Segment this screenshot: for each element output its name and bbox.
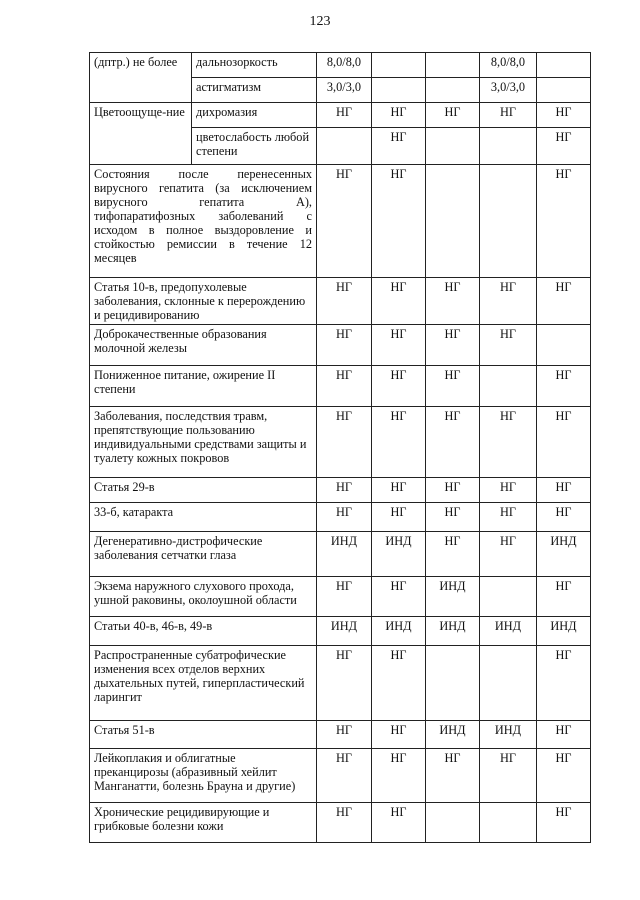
value-cell: НГ (426, 325, 480, 366)
row-label: дальнозоркость (192, 53, 317, 78)
value-cell: НГ (317, 803, 372, 843)
value-cell: НГ (317, 407, 372, 478)
value-cell (426, 128, 480, 165)
value-cell (426, 165, 480, 278)
value-cell: ИНД (317, 617, 372, 646)
value-cell (480, 366, 537, 407)
value-cell: НГ (426, 503, 480, 532)
value-cell: НГ (480, 749, 537, 803)
value-cell: НГ (537, 503, 591, 532)
table-row (90, 165, 591, 278)
value-cell: НГ (372, 503, 426, 532)
table-row (90, 617, 591, 646)
value-cell (426, 803, 480, 843)
value-cell (317, 128, 372, 165)
value-cell: НГ (480, 103, 537, 128)
value-cell: НГ (537, 577, 591, 617)
value-cell: НГ (537, 165, 591, 278)
value-cell (480, 646, 537, 721)
value-cell: НГ (317, 503, 372, 532)
value-cell (426, 78, 480, 103)
value-cell (537, 78, 591, 103)
condition-label: Экзема наружного слухового прохода, ушной раковины, околоушной области (90, 577, 317, 617)
value-cell: НГ (317, 721, 372, 749)
value-cell: НГ (426, 749, 480, 803)
value-cell (480, 577, 537, 617)
value-cell: НГ (317, 646, 372, 721)
condition-label: Дегенеративно-дистрофические заболевания сетчатки глаза (90, 532, 317, 577)
value-cell: НГ (480, 278, 537, 325)
value-cell: НГ (480, 325, 537, 366)
value-cell: НГ (372, 165, 426, 278)
value-cell: НГ (537, 646, 591, 721)
value-cell: НГ (372, 803, 426, 843)
value-cell: НГ (317, 278, 372, 325)
table-row (90, 577, 591, 617)
value-cell: ИНД (480, 617, 537, 646)
value-cell: НГ (537, 278, 591, 325)
value-cell: НГ (537, 749, 591, 803)
row-label: дихромазия (192, 103, 317, 128)
value-cell (537, 53, 591, 78)
value-cell: 3,0/3,0 (317, 78, 372, 103)
value-cell: ИНД (537, 617, 591, 646)
value-cell: НГ (317, 103, 372, 128)
value-cell (480, 803, 537, 843)
value-cell: НГ (426, 366, 480, 407)
value-cell (372, 78, 426, 103)
value-cell: 3,0/3,0 (480, 78, 537, 103)
value-cell (426, 53, 480, 78)
value-cell: НГ (480, 478, 537, 503)
value-cell: НГ (372, 407, 426, 478)
table-row (90, 325, 591, 366)
table-row (90, 803, 591, 843)
value-cell: НГ (372, 366, 426, 407)
value-cell: 8,0/8,0 (480, 53, 537, 78)
table-row (90, 278, 591, 325)
value-cell: 8,0/8,0 (317, 53, 372, 78)
table-row (90, 749, 591, 803)
table-row (90, 478, 591, 503)
value-cell: НГ (317, 165, 372, 278)
value-cell: НГ (372, 278, 426, 325)
value-cell: НГ (480, 532, 537, 577)
row-group-label: Цветоощуще-ние (90, 103, 192, 165)
condition-label: Статьи 40-в, 46-в, 49-в (90, 617, 317, 646)
condition-label: Заболевания, последствия травм, препятствующие пользованию индивидуальными средствами защиты и туалету кожных покровов (90, 407, 317, 478)
medical-criteria-table (89, 52, 591, 843)
value-cell: НГ (537, 407, 591, 478)
table-row (90, 721, 591, 749)
value-cell: НГ (317, 366, 372, 407)
condition-label: Статья 29-в (90, 478, 317, 503)
value-cell (426, 646, 480, 721)
value-cell: ИНД (372, 617, 426, 646)
condition-label: Хронические рецидивирующие и грибковые болезни кожи (90, 803, 317, 843)
value-cell: ИНД (426, 617, 480, 646)
value-cell (372, 53, 426, 78)
value-cell: НГ (317, 478, 372, 503)
value-cell: НГ (480, 407, 537, 478)
value-cell: НГ (537, 366, 591, 407)
condition-label: Статья 10-в, предопухолевые заболевания, склонные к перерождению и рецидивированию (90, 278, 317, 325)
page-number: 123 (309, 14, 331, 29)
value-cell: НГ (372, 325, 426, 366)
table-row (90, 366, 591, 407)
table-row (90, 103, 591, 128)
value-cell: НГ (372, 721, 426, 749)
table-row (90, 407, 591, 478)
condition-label: Пониженное питание, ожирение II степени (90, 366, 317, 407)
value-cell (537, 325, 591, 366)
value-cell: НГ (426, 478, 480, 503)
value-cell: НГ (372, 577, 426, 617)
condition-label: Лейкоплакия и облигатные преканцирозы (абразивный хейлит Манганатти, болезнь Брауна и другие) (90, 749, 317, 803)
value-cell: НГ (426, 407, 480, 478)
value-cell: НГ (317, 577, 372, 617)
value-cell: НГ (426, 278, 480, 325)
table-row (90, 532, 591, 577)
value-cell: НГ (372, 103, 426, 128)
value-cell: НГ (480, 503, 537, 532)
table-row (90, 53, 591, 78)
value-cell: НГ (426, 103, 480, 128)
value-cell: НГ (372, 646, 426, 721)
condition-label: Состояния после перенесенных вирусного гепатита (за исключением вирусного гепатита А), тифопаратифозных заболеваний с исходом в полное выздоровление и стойкостью ремиссии в течение 12 месяцев (90, 165, 317, 278)
value-cell: НГ (537, 803, 591, 843)
value-cell: НГ (317, 749, 372, 803)
value-cell: НГ (372, 749, 426, 803)
value-cell: НГ (537, 478, 591, 503)
value-cell: ИНД (372, 532, 426, 577)
value-cell: НГ (537, 721, 591, 749)
value-cell: ИНД (426, 721, 480, 749)
row-group-label: (дптр.) не более (90, 53, 192, 103)
table-row (90, 503, 591, 532)
value-cell: ИНД (317, 532, 372, 577)
condition-label: 33-б, катаракта (90, 503, 317, 532)
value-cell (480, 128, 537, 165)
row-label: цветослабость любой степени (192, 128, 317, 165)
condition-label: Статья 51-в (90, 721, 317, 749)
value-cell: НГ (426, 532, 480, 577)
condition-label: Распространенные субатрофические изменения всех отделов верхних дыхательных путей, гиперпластический ларингит (90, 646, 317, 721)
value-cell: ИНД (480, 721, 537, 749)
value-cell: НГ (372, 128, 426, 165)
value-cell (480, 165, 537, 278)
value-cell: НГ (372, 478, 426, 503)
value-cell: НГ (537, 128, 591, 165)
table-row (90, 646, 591, 721)
value-cell: НГ (537, 103, 591, 128)
condition-label: Доброкачественные образования молочной железы (90, 325, 317, 366)
value-cell: ИНД (426, 577, 480, 617)
row-label: астигматизм (192, 78, 317, 103)
value-cell: ИНД (537, 532, 591, 577)
value-cell: НГ (317, 325, 372, 366)
